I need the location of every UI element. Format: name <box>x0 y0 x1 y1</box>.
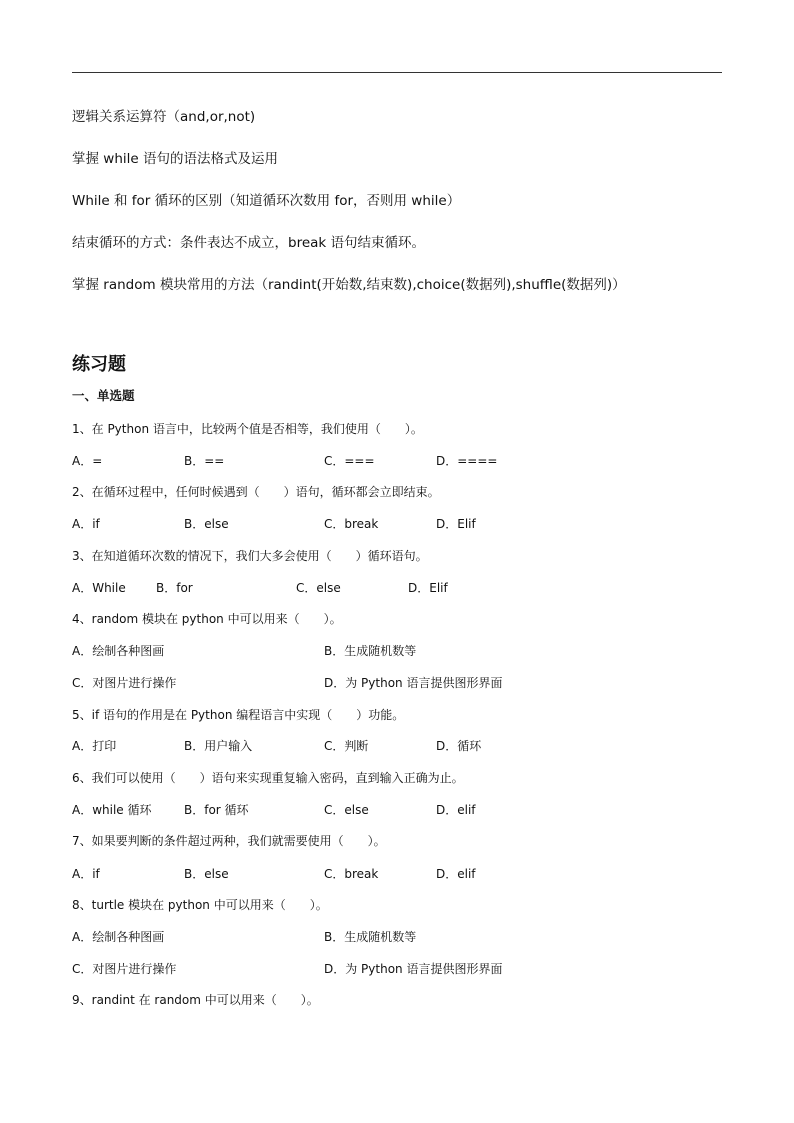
intro-line: 掌握 random 模块常用的方法（randint(开始数,结束数),choice(数据列),shuffle(数据列)） <box>72 277 626 293</box>
option-b: B．else <box>184 517 229 531</box>
option-d: D．Elif <box>408 581 448 595</box>
intro-line: 结束循环的方式：条件表达不成立，break 语句结束循环。 <box>72 235 426 251</box>
option-d: D．为 Python 语言提供图形界面 <box>324 962 503 976</box>
option-c: C．else <box>324 803 369 817</box>
option-d: D．为 Python 语言提供图形界面 <box>324 676 503 690</box>
option-a: A．if <box>72 867 100 881</box>
option-a: A．While <box>72 581 126 595</box>
option-b: B．for 循环 <box>184 803 249 817</box>
option-d: D．elif <box>436 803 476 817</box>
intro-line: 逻辑关系运算符（and,or,not) <box>72 109 256 125</box>
question-text: 5、if 语句的作用是在 Python 编程语言中实现（ ）功能。 <box>72 708 405 722</box>
question-text: 2、在循环过程中，任何时候遇到（ ）语句，循环都会立即结束。 <box>72 485 440 499</box>
option-d: D．循环 <box>436 739 482 753</box>
option-d: D．Elif <box>436 517 476 531</box>
sub-title: 一、单选题 <box>72 388 135 403</box>
question-text: 8、turtle 模块在 python 中可以用来（ ）。 <box>72 898 328 912</box>
option-c: C．break <box>324 517 379 531</box>
question-text: 4、random 模块在 python 中可以用来（ ）。 <box>72 612 342 626</box>
option-b: B．用户输入 <box>184 739 253 753</box>
intro-line: While 和 for 循环的区别（知道循环次数用 for，否则用 while） <box>72 193 461 209</box>
section-title: 练习题 <box>72 354 126 375</box>
option-c: C．对图片进行操作 <box>72 962 177 976</box>
option-c: C．=== <box>324 454 375 468</box>
option-c: C．else <box>296 581 341 595</box>
option-d: D．==== <box>436 454 498 468</box>
question-text: 7、如果要判断的条件超过两种，我们就需要使用（ ）。 <box>72 834 386 848</box>
question-text: 6、我们可以使用（ ）语句来实现重复输入密码，直到输入正确为止。 <box>72 771 464 785</box>
option-c: C．break <box>324 867 379 881</box>
option-b: B．== <box>184 454 225 468</box>
question-text: 1、在 Python 语言中，比较两个值是否相等，我们使用（ ）。 <box>72 422 423 436</box>
option-a: A．绘制各种图画 <box>72 644 165 658</box>
option-a: A．if <box>72 517 100 531</box>
question-text: 9、randint 在 random 中可以用来（ ）。 <box>72 993 319 1007</box>
option-c: C．对图片进行操作 <box>72 676 177 690</box>
option-b: B．生成随机数等 <box>324 644 417 658</box>
option-b: B．生成随机数等 <box>324 930 417 944</box>
option-c: C．判断 <box>324 739 369 753</box>
question-text: 3、在知道循环次数的情况下，我们大多会使用（ ）循环语句。 <box>72 549 428 563</box>
intro-line: 掌握 while 语句的语法格式及运用 <box>72 151 278 167</box>
option-a: A．while 循环 <box>72 803 152 817</box>
option-b: B．else <box>184 867 229 881</box>
option-d: D．elif <box>436 867 476 881</box>
option-a: A．绘制各种图画 <box>72 930 165 944</box>
option-b: B．for <box>156 581 193 595</box>
option-a: A．= <box>72 454 103 468</box>
header-rule <box>72 72 722 73</box>
option-a: A．打印 <box>72 739 117 753</box>
